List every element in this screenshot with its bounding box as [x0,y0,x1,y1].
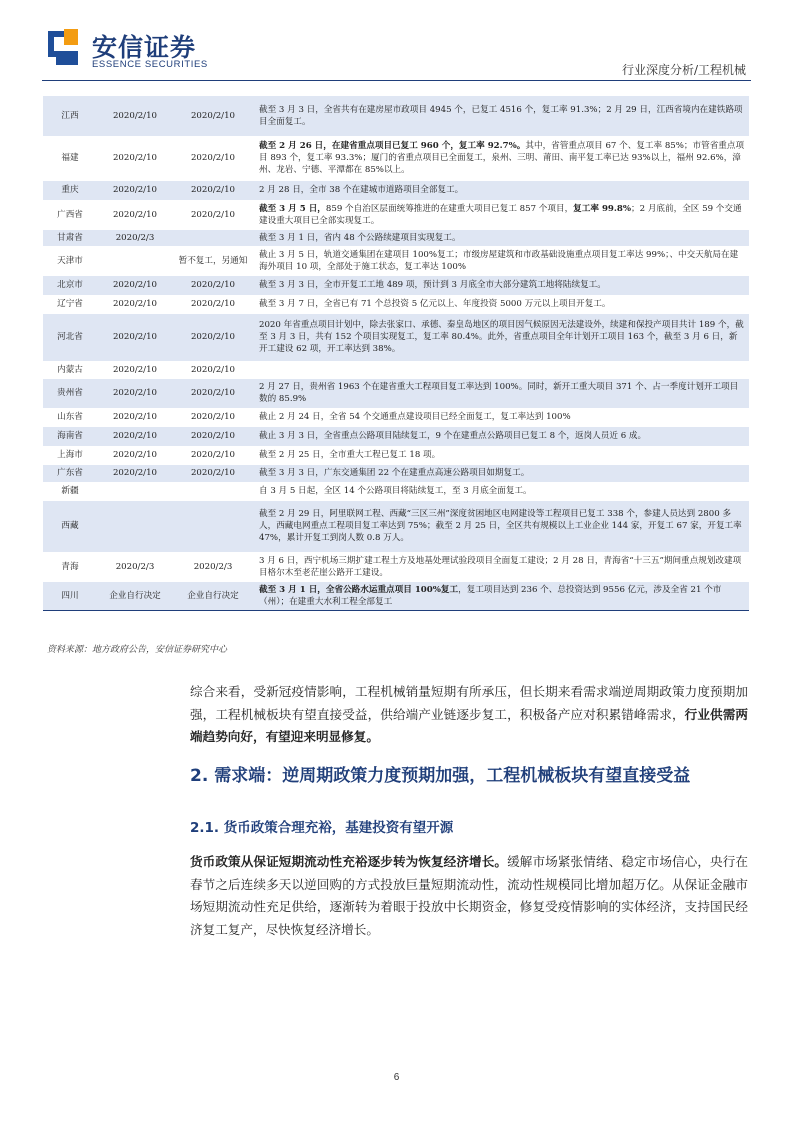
progress-detail-cell [253,464,749,482]
progress-detail-cell [253,426,749,446]
progress-detail-cell [253,275,749,295]
school-date-cell [173,482,253,500]
detail-bold-text: 截至 3 月 5 日， [259,203,326,214]
school-date-cell [173,229,253,246]
progress-detail-cell [253,482,749,500]
province-cell: 新疆 [43,482,97,500]
resume-date-cell: 2020/2/10 [97,180,173,200]
school-date-cell: 2020/2/10 [173,464,253,482]
school-date-cell: 2020/2/10 [173,295,253,313]
progress-detail-cell [253,552,749,581]
detail-text: 2 月 28 日，全市 38 个在建城市道路项目全部复工。 [259,185,464,195]
progress-detail-cell [253,313,749,361]
progress-detail-cell [253,500,749,552]
table-row [43,295,749,313]
progress-detail-cell [253,229,749,246]
table-row [43,136,749,180]
province-cell: 上海市 [43,446,97,464]
resume-date-cell: 2020/2/10 [97,275,173,295]
progress-detail-cell [253,200,749,229]
school-date-cell: 2020/2/10 [173,446,253,464]
province-cell: 贵州省 [43,378,97,408]
detail-text: 截至 2 月 25 日，全市重大工程已复工 18 项。 [259,450,441,460]
province-cell: 甘肃省 [43,229,97,246]
resume-date-cell: 2020/2/10 [97,96,173,136]
table-row [43,446,749,464]
detail-text: 截至 3 月 3 日，全市开复工工地 489 项，预计到 3 月底全市大部分建筑工地将陆续复工。 [259,280,606,290]
province-cell: 辽宁省 [43,295,97,313]
detail-text: 截至 3 月 3 日，全省共有在建房屋市政项目 4945 个，已复工 4516 个，复工率 91.3%；2 月 29 日，江西省境内在建铁路项目全面复工。 [259,104,743,127]
progress-detail-cell [253,408,749,426]
province-cell: 广东省 [43,464,97,482]
resume-date-cell: 2020/2/10 [97,361,173,378]
school-date-cell: 2020/2/10 [173,361,253,378]
school-date-cell: 企业自行决定 [173,581,253,610]
progress-detail-cell [253,96,749,136]
resumption-table [43,96,749,611]
province-cell: 广西省 [43,200,97,229]
brand-name-en: ESSENCE SECURITIES [92,59,208,70]
table-row [43,408,749,426]
detail-text: 截至 3 月 3 日，广东交通集团 22 个在建重点高速公路项目如期复工。 [259,468,530,478]
progress-detail-cell [253,581,749,610]
province-cell: 天津市 [43,246,97,275]
province-cell: 海南省 [43,426,97,446]
resume-date-cell [97,500,173,552]
province-cell: 山东省 [43,408,97,426]
detail-text: 859 个自治区层面统筹推进的在建重大项目已复工 857 个项目， [325,203,574,214]
province-cell: 福建 [43,136,97,180]
province-cell: 西藏 [43,500,97,552]
table-row [43,581,749,610]
resume-date-cell: 2020/2/10 [97,408,173,426]
detail-text: 2 月 27 日，贵州省 1963 个在建省重大工程项目复工率达到 100%。同时，新开工重大项目 371 个、占一季度计划开工项目数的 85.9% [259,382,739,404]
table-row [43,200,749,229]
school-date-cell: 2020/2/10 [173,200,253,229]
table-row [43,378,749,408]
summary-bold-text: 行业供需两端趋势向好，有望迎来明显修复。 [190,706,749,744]
detail-bold-text: 截至 3 月 1 日，全省公路水运重点项目 100%复工 [259,584,459,595]
table-row [43,464,749,482]
table-row [43,275,749,295]
resume-date-cell: 2020/2/10 [97,378,173,408]
monetary-policy-bold-text: 货币政策从保证短期流动性充裕逐步转为恢复经济增长。 [190,854,508,869]
resume-date-cell: 2020/2/10 [97,446,173,464]
school-date-cell: 2020/2/3 [173,552,253,581]
resume-date-cell: 2020/2/3 [97,229,173,246]
school-date-cell [173,500,253,552]
table-row [43,313,749,361]
resume-date-cell [97,482,173,500]
school-date-cell: 2020/2/10 [173,408,253,426]
table-row [43,246,749,275]
detail-bold-text: 复工率 99.8% [573,203,632,214]
summary-paragraph [190,681,748,749]
brand-name-cn: 安信证券 [92,33,197,62]
progress-detail-cell [253,378,749,408]
school-date-cell: 2020/2/10 [173,313,253,361]
progress-detail-cell [253,246,749,275]
school-date-cell: 2020/2/10 [173,378,253,408]
resume-date-cell: 2020/2/10 [97,426,173,446]
detail-text: 截止 2 月 24 日，全省 54 个交通重点建设项目已经全面复工，复工率达到 100% [259,412,571,422]
resume-date-cell: 2020/2/10 [97,464,173,482]
table-source-note: 资料来源：地方政府公告，安信证券研究中心 [47,645,228,655]
resume-date-cell: 2020/2/3 [97,552,173,581]
province-cell: 河北省 [43,313,97,361]
school-date-cell: 2020/2/10 [173,426,253,446]
summary-text: 综合来看，受新冠疫情影响，工程机械销量短期有所承压，但长期来看需求端逆周期政策力度预期加强，工程机械板块有望直接受益，供给端产业链逐步复工，积极备产应对积累错峰需求， [190,684,748,722]
table-row [43,500,749,552]
detail-text: 其中，省管重点项目 67 个、复工率 85%；市管省重点项目 893 个，复工率 93.3%；厦门的省重点项目已全面复工，泉州、三明、莆田、南平复工率已达 93%以上，福州 92.6%，漳州、龙岩、宁德、平潭都在 85%以上。 [259,141,745,175]
section-heading-2: 2. 需求端：逆周期政策力度预期加强，工程机械板块有望直接受益 [190,766,691,786]
resume-date-cell: 2020/2/10 [97,200,173,229]
detail-text: 截至 3 月 1 日，省内 48 个公路续建项目实现复工。 [259,232,461,243]
school-date-cell: 2020/2/10 [173,180,253,200]
school-date-cell: 2020/2/10 [173,136,253,180]
table-row [43,552,749,581]
table-row [43,361,749,378]
table-row [43,96,749,136]
school-date-cell: 2020/2/10 [173,96,253,136]
detail-text: 截止 3 月 5 日，轨道交通集团在建项目 100%复工；市级房屋建筑和市政基础设施重点项目复工率达 99%；、中交天航局在建海外项目 10 项，全部处于施工状态，复工率达 100% [259,249,739,272]
detail-text: 截至 2 月 29 日，阿里联网工程、西藏“三区三州”深度贫困地区电网建设等工程项目已复工 338 个，参建人员达到 2800 多人，西藏电网重点工程项目复工率达到 75%；截至 2 月 25 日，全区共有规模以上工业企业 144 家，开复工 67 家，开复工率 47%，累计开复工到岗人数 0.8 万人。 [259,509,742,543]
report-section-label: 行业深度分析/工程机械 [621,63,746,77]
page-number: 6 [393,1072,400,1083]
progress-detail-cell [253,295,749,313]
detail-text: 2020 年省重点项目计划中，除去张家口、承德、秦皇岛地区的项目因气候原因无法建设外，续建和保投产项目共计 189 个，截至 3 月 3 日，共有 152 个项目实现复工，复工率 80.4%。此外，省重点项目全年计划开工项目 163 个，截至 3 月 6 日，新开工建设 62 项，开工率达到 38%。 [259,320,744,354]
table-row [43,426,749,446]
essence-securities-logo-icon [42,27,82,67]
province-cell: 重庆 [43,180,97,200]
table-row [43,180,749,200]
school-date-cell: 2020/2/10 [173,275,253,295]
progress-detail-cell [253,446,749,464]
resume-date-cell: 2020/2/10 [97,295,173,313]
monetary-policy-paragraph [190,851,748,941]
resume-date-cell: 2020/2/10 [97,313,173,361]
detail-bold-text: 截至 2 月 26 日，在建省重点项目已复工 960 个，复工率 92.7%。 [259,141,526,151]
province-cell: 北京市 [43,275,97,295]
school-date-cell: 暂不复工，另通知 [173,246,253,275]
province-cell: 内蒙古 [43,361,97,378]
progress-detail-cell [253,180,749,200]
resume-date-cell: 企业自行决定 [97,581,173,610]
section-heading-2-1: 2.1. 货币政策合理充裕，基建投资有望开源 [190,820,454,836]
table-row [43,482,749,500]
province-cell: 四川 [43,581,97,610]
monetary-policy-text: 缓解市场紧张情绪、稳定市场信心，央行在春节之后连续多天以逆回购的方式投放巨量短期流动性，流动性规模同比增加超万亿。从保证金融市场短期流动性充足供给，逐渐转为着眼于投放中长期资金，修复受疫情影响的实体经济，支持国民经济复工复产，尽快恢复经济增长。 [190,854,749,937]
resume-date-cell: 2020/2/10 [97,136,173,180]
resume-date-cell [97,246,173,275]
progress-detail-cell [253,361,749,378]
detail-text: 截至 3 月 7 日，全省已有 71 个总投资 5 亿元以上、年度投资 5000 万元以上项目开复工。 [259,299,611,309]
table-row [43,229,749,246]
progress-detail-cell [253,136,749,180]
detail-text: 自 3 月 5 日起，全区 14 个公路项目将陆续复工，至 3 月底全面复工。 [259,486,532,496]
detail-text: 截止 3 月 3 日，全省重点公路项目陆续复工，9 个在建重点公路项目已复工 8 个，返岗人员近 6 成。 [259,431,647,441]
province-cell: 江西 [43,96,97,136]
province-cell: 青海 [43,552,97,581]
detail-text: ，复工项目达到 236 个、总投资达到 9556 亿元，涉及全省 21 个市（州）；在建重大水利工程全部复工 [259,584,722,607]
detail-text: ；2 月底前，全区 59 个交通建设重大项目已全部实现复工。 [259,203,742,226]
detail-text: 3 月 6 日，西宁机场三期扩建工程土方及地基处理试验段项目全面复工建设；2 月 28 日，青海省“十三五”期间重点规划改建项目格尔木至老茫崖公路开工建设。 [259,555,742,578]
header-divider [42,80,751,81]
